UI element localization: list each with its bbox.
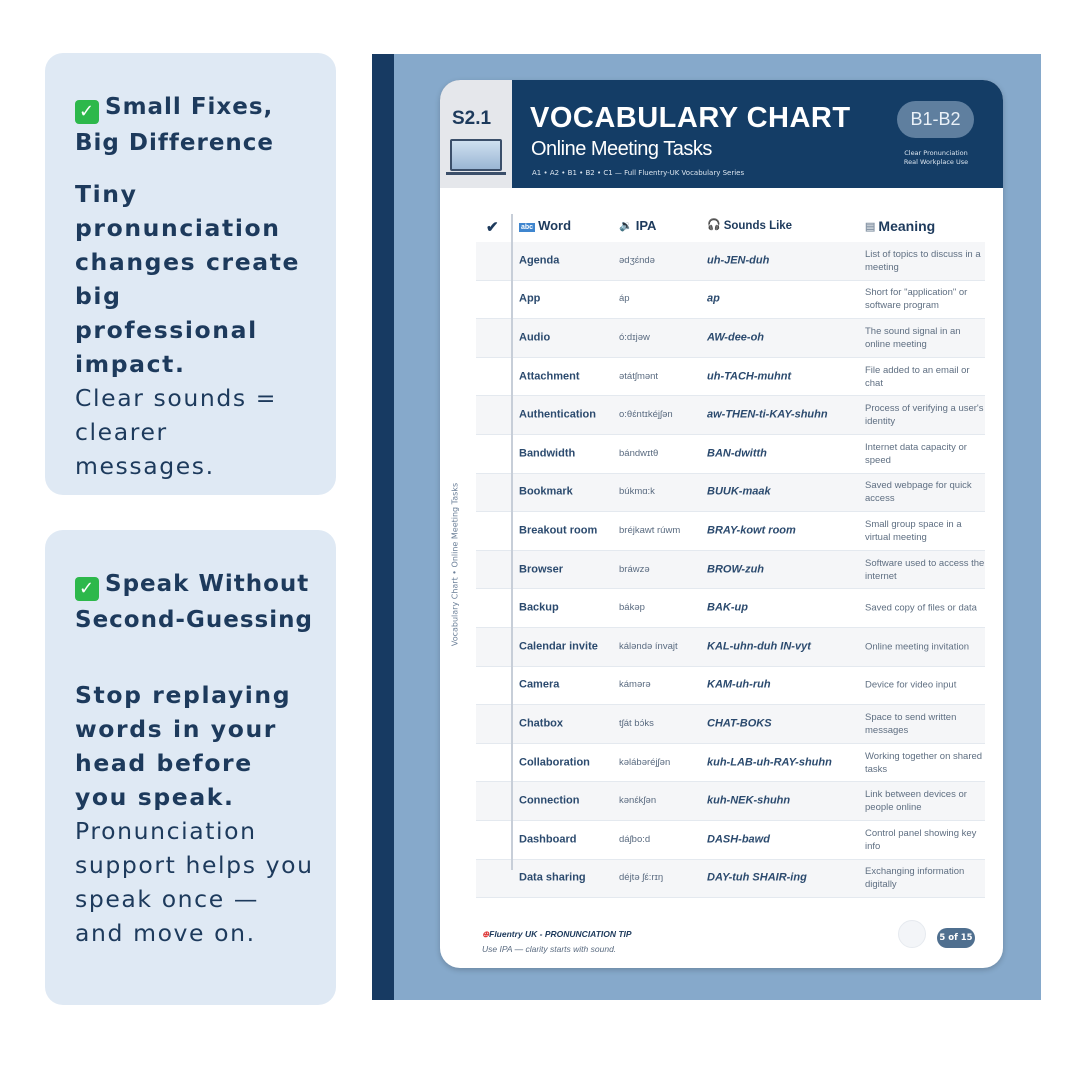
series-line: A1 • A2 • B1 • B2 • C1 — Full Fluentry-UK Vocabulary Series: [532, 169, 745, 177]
ipa-cell: ətátʃmənt: [619, 370, 659, 382]
table-row: [476, 358, 985, 397]
table-row: [476, 396, 985, 435]
card-title: Speak Without Second-Guessing: [75, 571, 313, 633]
binding-strip: [372, 54, 394, 1000]
check-icon: ✓: [75, 577, 99, 601]
meaning-cell: Working together on shared tasks: [865, 750, 983, 775]
laptop-logo-icon: [450, 139, 502, 171]
meaning-cell: List of topics to discuss in a meeting: [865, 248, 981, 273]
ipa-cell: dáʃbo:d: [619, 833, 651, 845]
sounds-like-cell: CHAT-BOKS: [707, 717, 772, 730]
table-row: [476, 474, 985, 513]
sounds-like-cell: BUUK-maak: [707, 485, 771, 498]
card-body-emphasis: Stop replaying words in your head before you speak.: [75, 681, 292, 811]
meaning-cell: Device for video input: [865, 679, 957, 691]
word-cell: Chatbox: [519, 717, 563, 730]
word-cell: Breakout room: [519, 524, 598, 537]
card-body-emphasis: Tiny pronunciation changes create big professional impact.: [75, 180, 301, 378]
table-row: [476, 628, 985, 667]
ipa-cell: bráwzə: [619, 563, 650, 575]
meaning-cell: File added to an email or chat: [865, 364, 970, 389]
vocabulary-sheet-preview: [372, 54, 1041, 1000]
ipa-cell: ó:dɪjəw: [619, 331, 650, 343]
word-cell: Audio: [519, 331, 551, 344]
card-title: Small Fixes, Big Difference: [75, 94, 275, 156]
meaning-cell: Short for "application" or software program: [865, 287, 968, 312]
sounds-like-cell: KAM-uh-ruh: [707, 678, 771, 691]
word-cell: Attachment: [519, 370, 580, 383]
abc-icon: abc: [521, 224, 534, 231]
sounds-like-cell: kuh-NEK-shuhn: [707, 794, 791, 807]
ipa-cell: káləndə ínvajt: [619, 640, 678, 652]
footer-tip: Use IPA — clarity starts with sound.: [482, 944, 617, 954]
meaning-cell: Link between devices or people online: [865, 789, 967, 814]
document-icon: ▤: [865, 221, 876, 233]
ipa-cell: kənɛ́kʃən: [619, 795, 657, 807]
meaning-cell: Control panel showing key info: [865, 827, 977, 852]
meaning-cell: Process of verifying a user's identity: [865, 403, 984, 428]
benefit-card-speak-without: [45, 530, 336, 1005]
sounds-like-cell: BRAY-kowt room: [707, 524, 796, 537]
side-label: Vocabulary Chart • Online Meeting Tasks: [450, 482, 460, 647]
word-cell: Agenda: [519, 254, 560, 267]
table-row: [476, 744, 985, 783]
benefit-card-small-fixes: [45, 53, 336, 495]
meaning-cell: Saved webpage for quick access: [865, 480, 972, 505]
sheet-header: [440, 80, 1003, 188]
card-body: Pronunciation support helps you speak once — and move on.: [75, 817, 314, 947]
column-ipa: IPA: [635, 218, 657, 233]
word-cell: Camera: [519, 678, 560, 691]
sounds-like-cell: ap: [707, 292, 720, 305]
footer-title: Fluentry UK - PRONUNCIATION TIP: [489, 929, 632, 939]
level-badge: B1-B2: [897, 101, 974, 138]
check-icon: ✓: [75, 100, 99, 124]
checkmark-circle-icon: ✔: [486, 219, 499, 236]
table-row: [476, 281, 985, 320]
sounds-like-cell: BROW-zuh: [707, 563, 765, 576]
word-cell: Browser: [519, 563, 564, 576]
meaning-cell: Space to send written messages: [865, 711, 957, 736]
headphones-icon: 🎧: [707, 219, 721, 231]
table-row: [476, 319, 985, 358]
sounds-like-cell: KAL-uhn-duh IN-vyt: [707, 640, 811, 653]
table-header: [476, 214, 985, 242]
table-row: [476, 667, 985, 706]
sounds-like-cell: BAN-dwitth: [707, 447, 767, 460]
column-meaning: Meaning: [878, 218, 936, 234]
word-cell: Bookmark: [519, 485, 573, 498]
meaning-cell: Small group space in a virtual meeting: [865, 518, 962, 543]
table-row: [476, 435, 985, 474]
sounds-like-cell: DASH-bawd: [707, 833, 770, 846]
table-divider: [511, 214, 513, 870]
word-cell: Connection: [519, 794, 580, 807]
table-row: [476, 705, 985, 744]
word-cell: Collaboration: [519, 756, 590, 769]
ipa-cell: ədʒɛ́ndə: [619, 254, 655, 266]
word-cell: Dashboard: [519, 833, 577, 846]
sounds-like-cell: AW-dee-oh: [707, 331, 765, 344]
vocabulary-chart-page: [440, 80, 1003, 968]
sounds-like-cell: uh-JEN-duh: [707, 254, 770, 267]
tag-clear-pronunciation: Clear Pronunciation: [904, 149, 968, 157]
ipa-cell: búkmɑ:k: [619, 486, 655, 498]
sounds-like-cell: BAK-up: [707, 601, 748, 614]
meaning-cell: Exchanging information digitally: [865, 866, 965, 891]
speaker-icon: 🔉: [619, 220, 633, 232]
column-word: Word: [538, 218, 572, 233]
word-cell: Calendar invite: [519, 640, 598, 653]
meaning-cell: Internet data capacity or speed: [865, 441, 967, 466]
meaning-cell: Software used to access the internet: [865, 557, 985, 582]
table-row: [476, 589, 985, 628]
word-cell: Bandwidth: [519, 447, 576, 460]
table-row: [476, 860, 985, 899]
sounds-like-cell: aw-THEN-ti-KAY-shuhn: [707, 408, 828, 421]
ipa-cell: áp: [619, 293, 630, 305]
sounds-like-cell: uh-TACH-muhnt: [707, 370, 792, 383]
page-indicator: 5 of 15: [937, 928, 975, 948]
card-body: Clear sounds = clearer messages.: [75, 384, 278, 480]
ipa-cell: kámərə: [619, 679, 651, 691]
ipa-cell: déjtə ʃɛ́:rɪŋ: [619, 872, 664, 884]
table-row: [476, 551, 985, 590]
ipa-cell: tʃát bɔ́ks: [619, 717, 654, 729]
word-cell: Data sharing: [519, 871, 586, 884]
section-code: S2.1: [452, 108, 492, 129]
ipa-cell: bréjkawt rúwm: [619, 524, 681, 536]
ipa-cell: bákəp: [619, 602, 645, 614]
word-cell: Authentication: [519, 408, 596, 421]
word-cell: Backup: [519, 601, 559, 614]
meaning-cell: The sound signal in an online meeting: [865, 325, 961, 350]
word-cell: App: [519, 292, 541, 305]
ipa-cell: kəlábəréjʃən: [619, 756, 671, 768]
table-row: [476, 512, 985, 551]
brand-logo-icon: [898, 920, 926, 948]
vocabulary-table: [476, 242, 985, 898]
meaning-cell: Online meeting invitation: [865, 641, 970, 653]
table-row: [476, 782, 985, 821]
sheet-title: VOCABULARY CHART: [530, 102, 851, 134]
sounds-like-cell: DAY-tuh SHAIR-ing: [707, 871, 807, 884]
table-row: [476, 821, 985, 860]
ipa-cell: o:θɛ́ntɪkéjʃən: [619, 409, 673, 421]
sheet-subtitle: Online Meeting Tasks: [531, 138, 712, 160]
table-row: [476, 242, 985, 281]
sounds-like-cell: kuh-LAB-uh-RAY-shuhn: [707, 756, 832, 769]
ipa-cell: bándwɪtθ: [619, 447, 659, 459]
column-sounds-like: Sounds Like: [723, 220, 793, 232]
uk-flag-icon: ⊕: [482, 929, 490, 939]
meaning-cell: Saved copy of files or data: [865, 602, 977, 614]
tag-workplace-use: Real Workplace Use: [903, 158, 969, 166]
